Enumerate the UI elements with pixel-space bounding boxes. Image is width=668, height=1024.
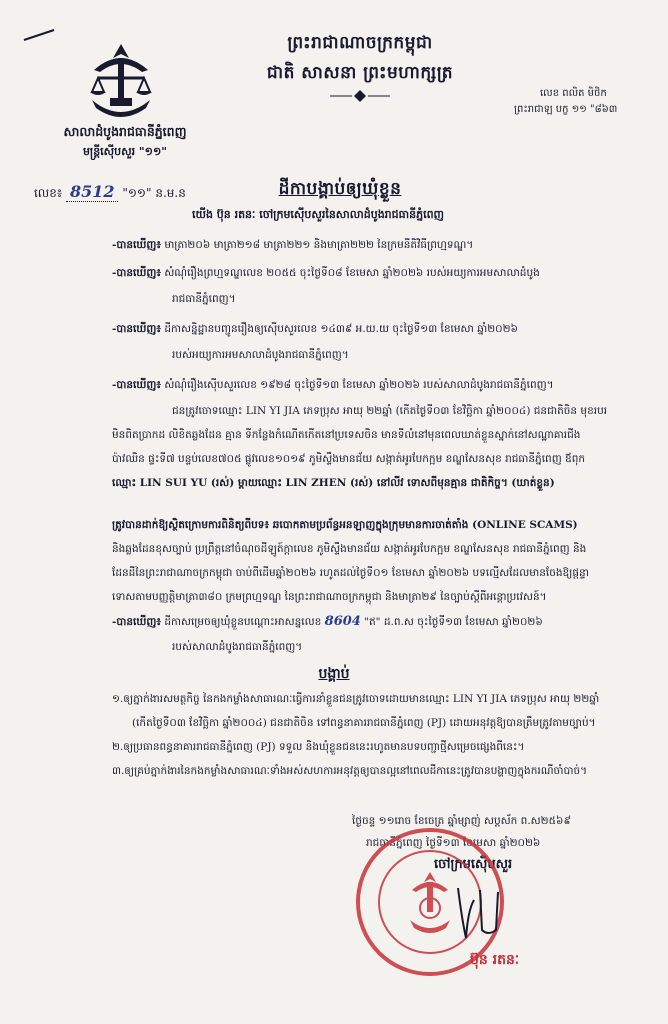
consideration-label: -បានឃើញ៖ bbox=[112, 616, 161, 628]
consideration-3 bbox=[112, 320, 518, 339]
final-consideration-text: ដីកាសម្រេចឲ្យឃុំខ្លួនបណ្ដោះអាសន្នលេខ bbox=[164, 616, 322, 628]
handwritten-detention-number: 8604 bbox=[324, 614, 361, 629]
order-heading: បង្គាប់ bbox=[318, 666, 350, 682]
order-item: ២.ឲ្យប្រធានពន្ធនាគាររាជធានីភ្នំពេញ (PJ) ទទួល និងឃុំខ្លួនជននេះរហូតមានបទបញ្ជាថ្មីសម្រេចផ្សេងពីនេះ។ bbox=[112, 741, 525, 753]
consideration-label: -បានឃើញ៖ bbox=[112, 379, 161, 391]
reference-suffix: "១១" ន.ម.ន bbox=[122, 186, 186, 200]
consideration-2 bbox=[112, 264, 540, 283]
order-item: ១.ឲ្យភ្នាក់ងារសមត្ថកិច្ច នៃកងកម្លាំងសាធារណៈធ្វើការនាំខ្លួនជនត្រូវចោទដោយមានឈ្មោះ LIN YI JIA ភេទប្រុស អាយុ ២២ឆ្នាំ bbox=[112, 693, 600, 705]
pen-mark-icon bbox=[22, 28, 56, 42]
accused-line: ឈ្មោះ LIN SUI YU (រស់) ម្ដាយឈ្មោះ LIN ZHEN (រស់) នៅលីវ ទោសពីមុនគ្មាន ជាតិកិច្ច។ (ឃាត់ខ្លួន) bbox=[112, 477, 555, 489]
consideration-text: ដីកាសន្និដ្ឋានបញ្ជូនរឿងឲ្យស៊ើបសួរលេខ ១៤៣៩ អ.យ.យ ចុះថ្ងៃទី១៣ ខែមេសា ឆ្នាំ២០២៦ bbox=[164, 323, 518, 335]
ornament-divider-icon bbox=[330, 90, 390, 102]
place-date: រាជធានីភ្នំពេញ ថ្ងៃទី១៣ ខែមេសា ឆ្នាំ២០២៦ bbox=[366, 837, 541, 849]
consideration-2-cont: រាជធានីភ្នំពេញ។ bbox=[172, 293, 236, 305]
consideration-4 bbox=[112, 376, 554, 395]
final-consideration bbox=[112, 612, 543, 632]
reference-prefix: លេខ៖ bbox=[34, 186, 63, 200]
consideration-text: សំណុំរឿងព្រហ្មទណ្ឌលេខ ២០៥៥ ចុះថ្ងៃទី០៨ ខែមេសា ឆ្នាំ២០២៦ របស់អយ្យការអមសាលាដំបូង bbox=[164, 267, 540, 279]
consideration-3-cont: របស់អយ្យការអមសាលាដំបូងរាជធានីភ្នំពេញ។ bbox=[172, 349, 349, 361]
consideration-label: -បានឃើញ៖ bbox=[112, 323, 161, 335]
consideration-text: មាត្រា២០៦ មាត្រា២១៨ មាត្រា២២១ និងមាត្រា២២២ នៃក្រមនីតិវិធីព្រហ្មទណ្ឌ។ bbox=[164, 239, 474, 251]
final-consideration-tail: "ឥ" ដ.ព.ស ចុះថ្ងៃទី១៣ ខែមេសា ឆ្នាំ២០២៦ bbox=[364, 616, 543, 628]
court-name: សាលាដំបូងរាជធានីភ្នំពេញ bbox=[63, 124, 187, 139]
consideration-text: សំណុំរឿងស៊ើបសួរលេខ ១៩២៨ ចុះថ្ងៃទី១៣ ខែមេសា ឆ្នាំ២០២៦ របស់សាលាដំបូងរាជធានីភ្នំពេញ។ bbox=[164, 379, 554, 391]
final-consideration-cont: របស់សាលាដំបូងរាជធានីភ្នំពេញ។ bbox=[172, 641, 303, 653]
reference-number: 8512 bbox=[66, 182, 119, 202]
seal-emblem-icon bbox=[404, 868, 456, 938]
signer-name: ប៊ុន រតនៈ bbox=[470, 952, 520, 968]
kingdom-heading: ព្រះរាជាណាចក្រកម្ពុជា bbox=[287, 33, 433, 53]
reference-line bbox=[34, 182, 186, 203]
charge-line: ត្រូវបានដាក់ឱ្យស្ថិតក្រោមការពិនិត្យពីបទ៖ ឆបោកតាមប្រព័ន្ធអនឡាញក្នុងក្រុមមានការចាត់តាំង (ONLINE SCAMS) bbox=[112, 519, 578, 531]
accused-line: ប៉ាវឈិន ផ្ទះទី៧ បន្ទប់លេខ៧០៥ ផ្លូវលេខ១០១៩ ភូមិស្ទឹងមានជ័យ សង្កាត់អូរបែកក្អម ខណ្ឌសែនសុខ រាជធានីភ្នំពេញ ឪពុក bbox=[112, 453, 586, 465]
document-title: ដីកាបង្គាប់ឲ្យឃុំខ្លួន bbox=[278, 179, 402, 199]
charge-line: ដែនដីនៃព្រះរាជាណាចក្រកម្ពុជា ចាប់ពីដើមឆ្នាំ២០២៦ រហូតដល់ថ្ងៃទី០១ ខែមេសា ឆ្នាំ២០២៦ បទល្មើសដែលមានចែងឱ្យផ្តន្ទា bbox=[112, 567, 589, 579]
lunar-header-line: លេខ ពលិត មិថិក bbox=[540, 88, 607, 99]
signature-mark bbox=[452, 880, 522, 942]
order-item: ៣.ឲ្យគ្រប់ភ្នាក់ងារនៃកងកម្លាំងសាធារណៈទាំងអស់សហការអនុវត្តឲ្យបានល្អនៅពេលដីកានេះត្រូវបានបង្ហាញក្នុងករណីចាំបាច់។ bbox=[112, 765, 588, 777]
court-emblem-icon bbox=[82, 40, 160, 124]
charge-line: និងឆ្លងដែនខុសច្បាប់ ប្រព្រឹត្តនៅចំណុចដីឡូត៍ក្ដាលេខ ភូមិស្ទឹងមានជ័យ សង្កាត់អូរបែកក្អម ខណ្ឌសែនសុខ រាជធានីភ្នំពេញ និង bbox=[112, 543, 587, 555]
consideration-1 bbox=[112, 236, 473, 255]
charge-line: ទោសតាមបញ្ញត្តិមាត្រា៣៨០ ក្រមព្រហ្មទណ្ឌ នៃព្រះរាជាណាចក្រកម្ពុជា និងមាត្រា២៩ នៃច្បាប់ស្ដីពីអន្តោប្រវេសន៍។ bbox=[112, 591, 547, 603]
motto-heading: ជាតិ សាសនា ព្រះមហាក្សត្រ bbox=[266, 63, 454, 83]
consideration-label: -បានឃើញ៖ bbox=[112, 267, 161, 279]
consideration-label: -បានឃើញ៖ bbox=[112, 239, 161, 251]
lunar-header-line-2: ព្រះរាជាឡ បក្ខ ១១ "៨៦៣ bbox=[514, 104, 618, 115]
intro-line: យើង ប៊ុន រតនៈ ចៅក្រមស៊ើបសួរនៃសាលាដំបូងរាជធានីភ្នំពេញ bbox=[192, 208, 445, 221]
accused-line: ជនត្រូវចោទឈ្មោះ LIN YI JIA ភេទប្រុស អាយុ ២២ឆ្នាំ (កើតថ្ងៃទី០៣ ខែវិច្ឆិកា ឆ្នាំ២០០៤) ជនជាតិចិន មុខរបរ bbox=[172, 405, 608, 417]
office-name: មន្ត្រីស៊ើបសួរ "១១" bbox=[82, 145, 168, 158]
lunar-date: ថ្ងៃចន្ទ ១១រោច ខែចេត្រ ឆ្នាំម្សាញ់ សប្តស័ក ព.ស២៥៦៩ bbox=[352, 815, 571, 827]
signer-role: ចៅក្រមស៊ើបសួរ bbox=[434, 857, 513, 872]
accused-line: មិនពិតប្រាកដ លិខិតឆ្លងដែន គ្មាន ទីកន្លែងកំណើតកើតនៅប្រទេសចិន មានទីលំនៅមុនពេលឃាត់ខ្លួនស្នាក់នៅសណ្ឋាគារជីង bbox=[112, 429, 581, 441]
order-item-cont: (កើតថ្ងៃទី០៣ ខែវិច្ឆិកា ឆ្នាំ២០០៤) ជនជាតិចិន ទៅពន្ធនាគាររាជធានីភ្នំពេញ (PJ) ដោយអនុវត្តឱ្យបានត្រឹមត្រូវតាមច្បាប់។ bbox=[132, 717, 596, 729]
